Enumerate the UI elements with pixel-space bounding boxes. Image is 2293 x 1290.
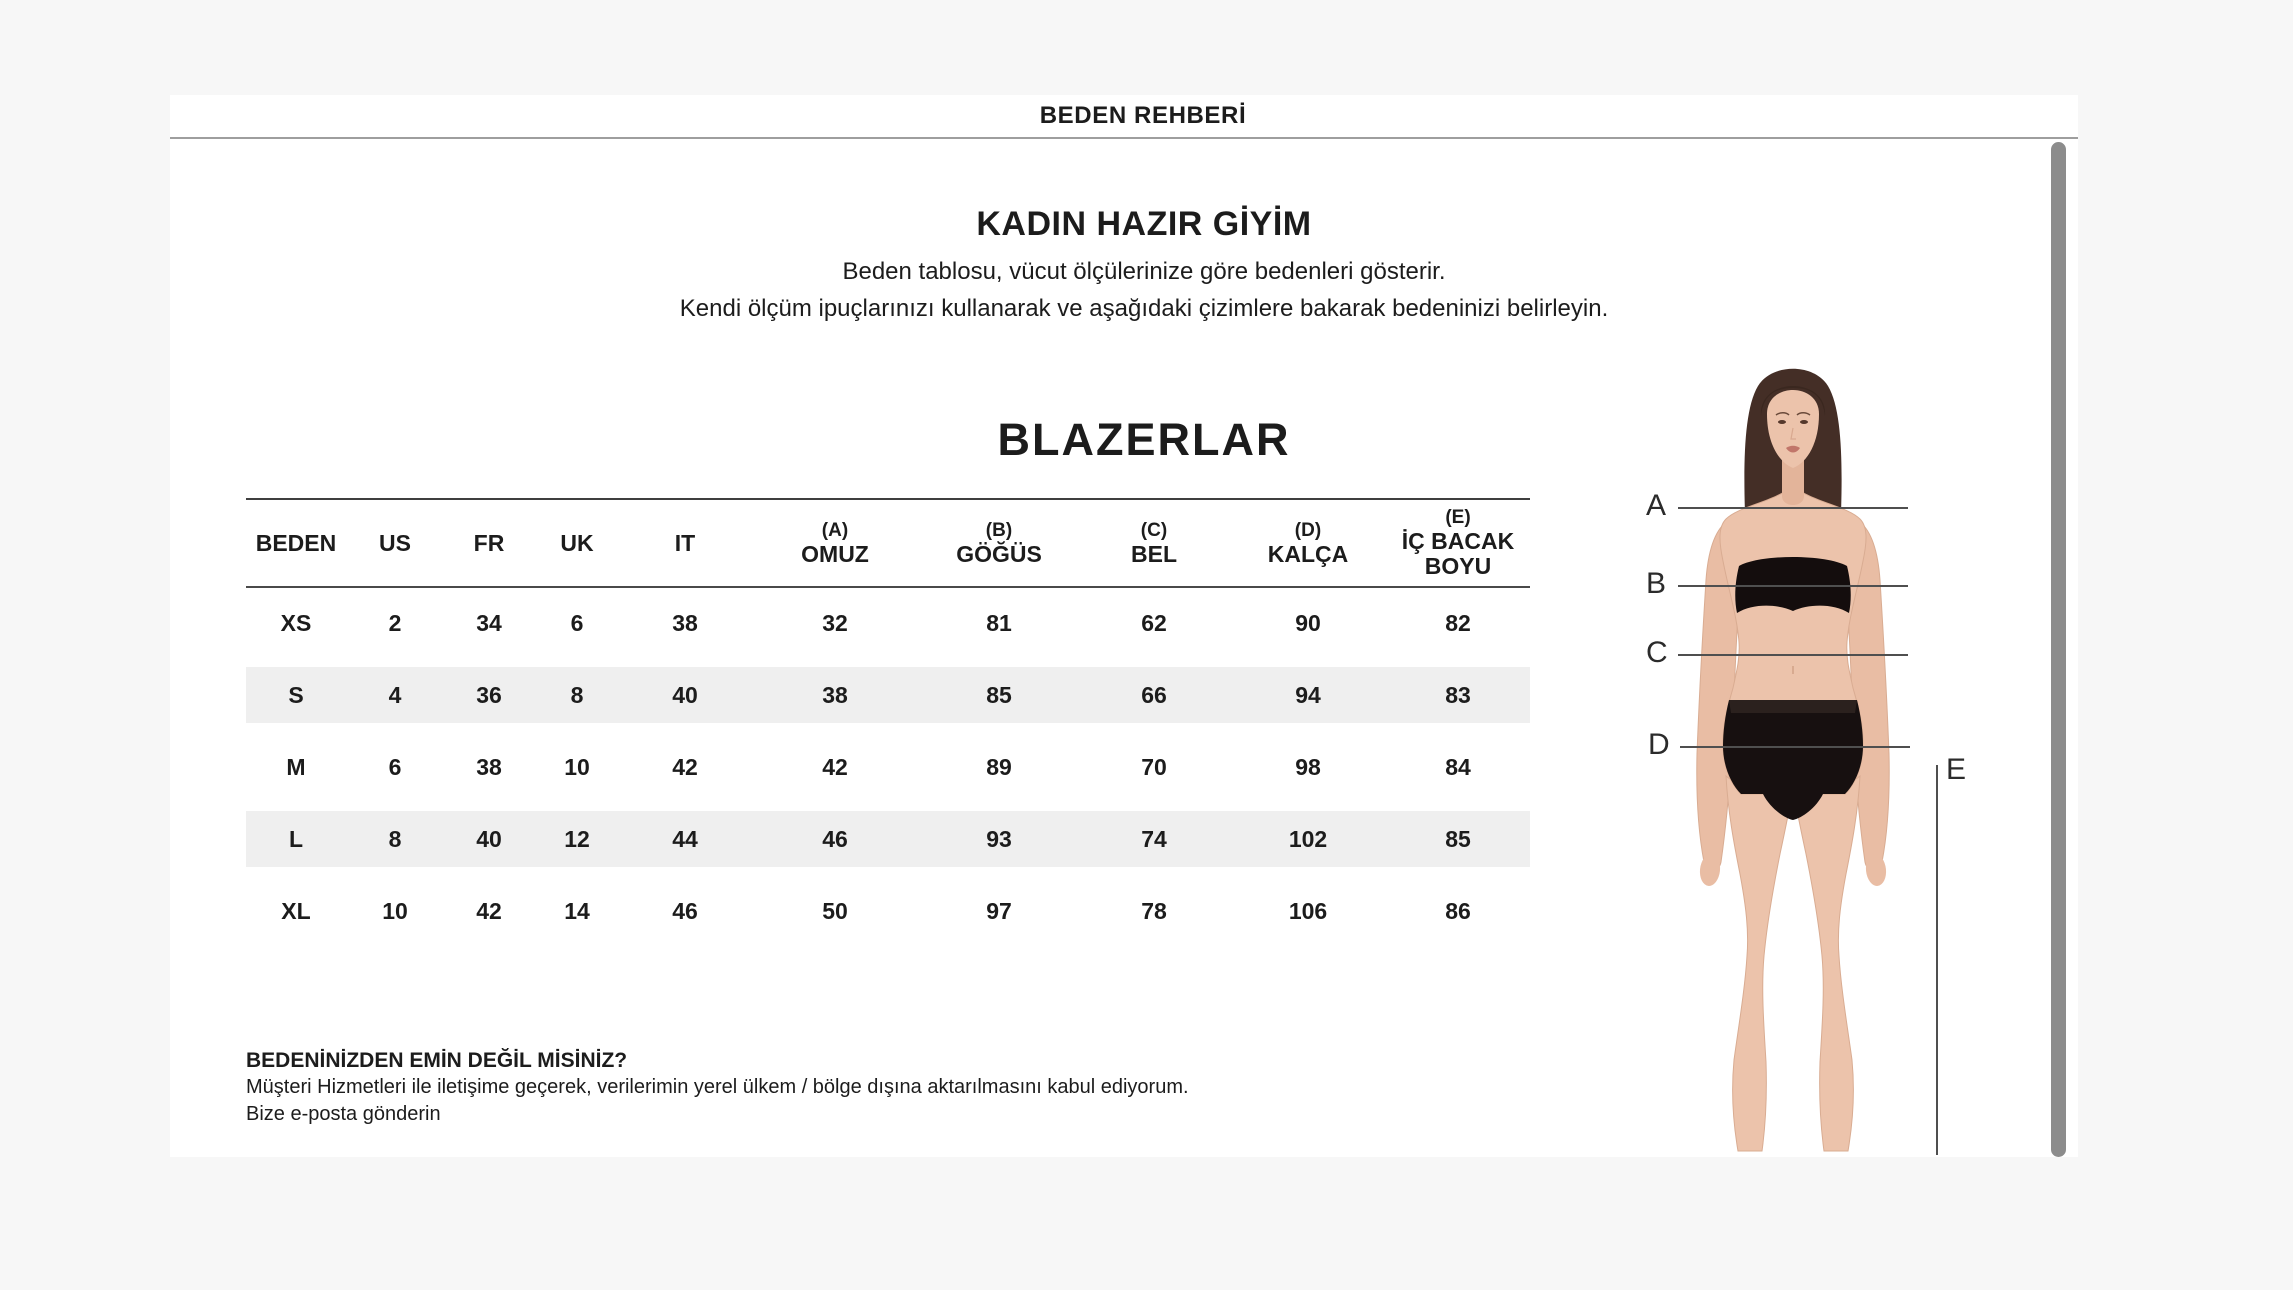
- modal-header: [170, 95, 2078, 139]
- cell-xs-bel: 62: [1141, 610, 1167, 636]
- measurement-figure: [1640, 356, 1990, 1157]
- cell-s-kalca: 94: [1230, 659, 1386, 731]
- cell-m-it: 42: [672, 753, 698, 780]
- measure-label-c: C: [1646, 636, 1668, 669]
- column-header-omuz: (A) OMUZ: [801, 519, 869, 567]
- cell-xs-it: 38: [672, 610, 698, 636]
- cell-xs-fr: 34: [476, 610, 502, 636]
- size-row-xs: [246, 587, 1530, 659]
- modal-title: BEDEN REHBERİ: [1039, 102, 1247, 129]
- left-eye: [1778, 420, 1786, 424]
- cell-xs-omuz: 32: [822, 610, 848, 636]
- measure-line-c: [1678, 654, 1908, 656]
- shorts-waistband: [1729, 700, 1857, 713]
- right-leg: [1794, 776, 1860, 1151]
- right-eye: [1800, 420, 1808, 424]
- cell-m-fr: 38: [476, 753, 502, 780]
- cell-xl-uk: 14: [564, 897, 590, 924]
- cell-l-ic-bacak-boyu: 85: [1386, 803, 1530, 875]
- cell-xl-fr: 42: [476, 897, 502, 924]
- cell-m-bel: 70: [1141, 753, 1167, 780]
- cell-xs-gogus: 81: [986, 610, 1012, 636]
- cell-s-bel: 66: [1078, 659, 1230, 731]
- cell-l-beden: L: [246, 803, 346, 875]
- measure-label-b: B: [1646, 567, 1667, 600]
- cell-xs-beden: XS: [280, 610, 312, 636]
- column-header-kalca: (D) KALÇA: [1267, 519, 1349, 567]
- measure-label-d: D: [1648, 728, 1670, 761]
- column-header-fr: FR: [473, 529, 505, 556]
- cell-xs-uk: 6: [570, 610, 584, 636]
- cell-s-beden: S: [246, 659, 346, 731]
- column-header-beden: BEDEN: [255, 529, 337, 556]
- subtitle-line-2: Kendi ölçüm ipuçlarınızı kullanarak ve aşağıdaki çizimlere bakarak bedeninizi belirleyin.: [679, 295, 1609, 322]
- cell-s-uk: 8: [534, 659, 620, 731]
- category-title: KADIN HAZIR GİYİM: [976, 205, 1312, 243]
- cell-l-kalca: 102: [1230, 803, 1386, 875]
- size-guide-modal: [170, 95, 2078, 1157]
- size-table: [246, 498, 1530, 947]
- size-table-wrap: [246, 498, 1530, 947]
- measure-line-e: [1936, 765, 1938, 1155]
- cell-l-it: 44: [620, 803, 750, 875]
- column-header-it: IT: [674, 529, 696, 556]
- cell-m-beden: M: [286, 753, 306, 780]
- cell-l-fr: 40: [444, 803, 534, 875]
- column-header-bel: (C) BEL: [1131, 519, 1177, 567]
- measure-line-a: [1678, 507, 1908, 509]
- subtitle-line-1: Beden tablosu, vücut ölçülerinize göre bedenleri gösterir.: [842, 258, 1446, 285]
- column-header-gogus: (B) GÖĞÜS: [956, 519, 1042, 567]
- cell-s-fr: 36: [444, 659, 534, 731]
- size-row-xl: [246, 875, 1530, 947]
- cell-xl-omuz: 50: [822, 897, 848, 924]
- footer-question: BEDENİNİZDEN EMİN DEĞİL MİSİNİZ?: [246, 1049, 628, 1072]
- footer-consent: Müşteri Hizmetleri ile iletişime geçerek, verilerimin yerel ülkem / bölge dışına aktarılmasını kabul ediyorum.: [246, 1076, 1189, 1098]
- measure-label-e: E: [1946, 753, 1967, 786]
- cell-xs-ic-bacak-boyu: 82: [1445, 610, 1471, 636]
- cell-s-omuz: 38: [750, 659, 920, 731]
- cell-xl-ic-bacak-boyu: 86: [1445, 897, 1471, 924]
- cell-m-omuz: 42: [822, 753, 848, 780]
- cell-l-uk: 12: [534, 803, 620, 875]
- cell-xl-beden: XL: [281, 897, 311, 924]
- size-row-l: [246, 803, 1530, 875]
- footer-text: [246, 1047, 1189, 1128]
- column-header-uk: UK: [560, 529, 594, 556]
- column-header-ic-bacak-boyu: (E) İÇ BACAK BOYU: [1401, 507, 1515, 579]
- measure-line-b: [1678, 585, 1908, 587]
- cell-m-gogus: 89: [986, 753, 1012, 780]
- cell-m-us: 6: [388, 753, 402, 780]
- cell-xl-kalca: 106: [1288, 897, 1328, 924]
- cell-m-ic-bacak-boyu: 84: [1445, 753, 1471, 780]
- size-row-m: [246, 731, 1530, 803]
- header-row: [246, 499, 1530, 587]
- cell-s-gogus: 85: [920, 659, 1078, 731]
- measure-line-d: [1680, 746, 1910, 748]
- cell-l-us: 8: [346, 803, 444, 875]
- cell-m-uk: 10: [564, 753, 590, 780]
- measure-label-a: A: [1646, 489, 1667, 522]
- cell-s-it: 40: [620, 659, 750, 731]
- scrollbar-thumb[interactable]: [2051, 142, 2066, 1157]
- email-link[interactable]: Bize e-posta gönderin: [246, 1103, 441, 1125]
- size-row-s: [246, 659, 1530, 731]
- cell-l-gogus: 93: [920, 803, 1078, 875]
- section-title: BLAZERLAR: [997, 414, 1291, 465]
- cell-xl-gogus: 97: [986, 897, 1012, 924]
- column-header-us: US: [379, 529, 411, 556]
- cell-xl-it: 46: [672, 897, 698, 924]
- cell-xl-bel: 78: [1141, 897, 1167, 924]
- cell-s-us: 4: [346, 659, 444, 731]
- cell-xl-us: 10: [382, 897, 408, 924]
- cell-s-ic-bacak-boyu: 83: [1386, 659, 1530, 731]
- cell-m-kalca: 98: [1295, 753, 1321, 780]
- cell-l-bel: 74: [1078, 803, 1230, 875]
- cell-l-omuz: 46: [750, 803, 920, 875]
- cell-xs-us: 2: [388, 610, 402, 636]
- left-leg: [1726, 776, 1792, 1151]
- cell-xs-kalca: 90: [1295, 610, 1321, 636]
